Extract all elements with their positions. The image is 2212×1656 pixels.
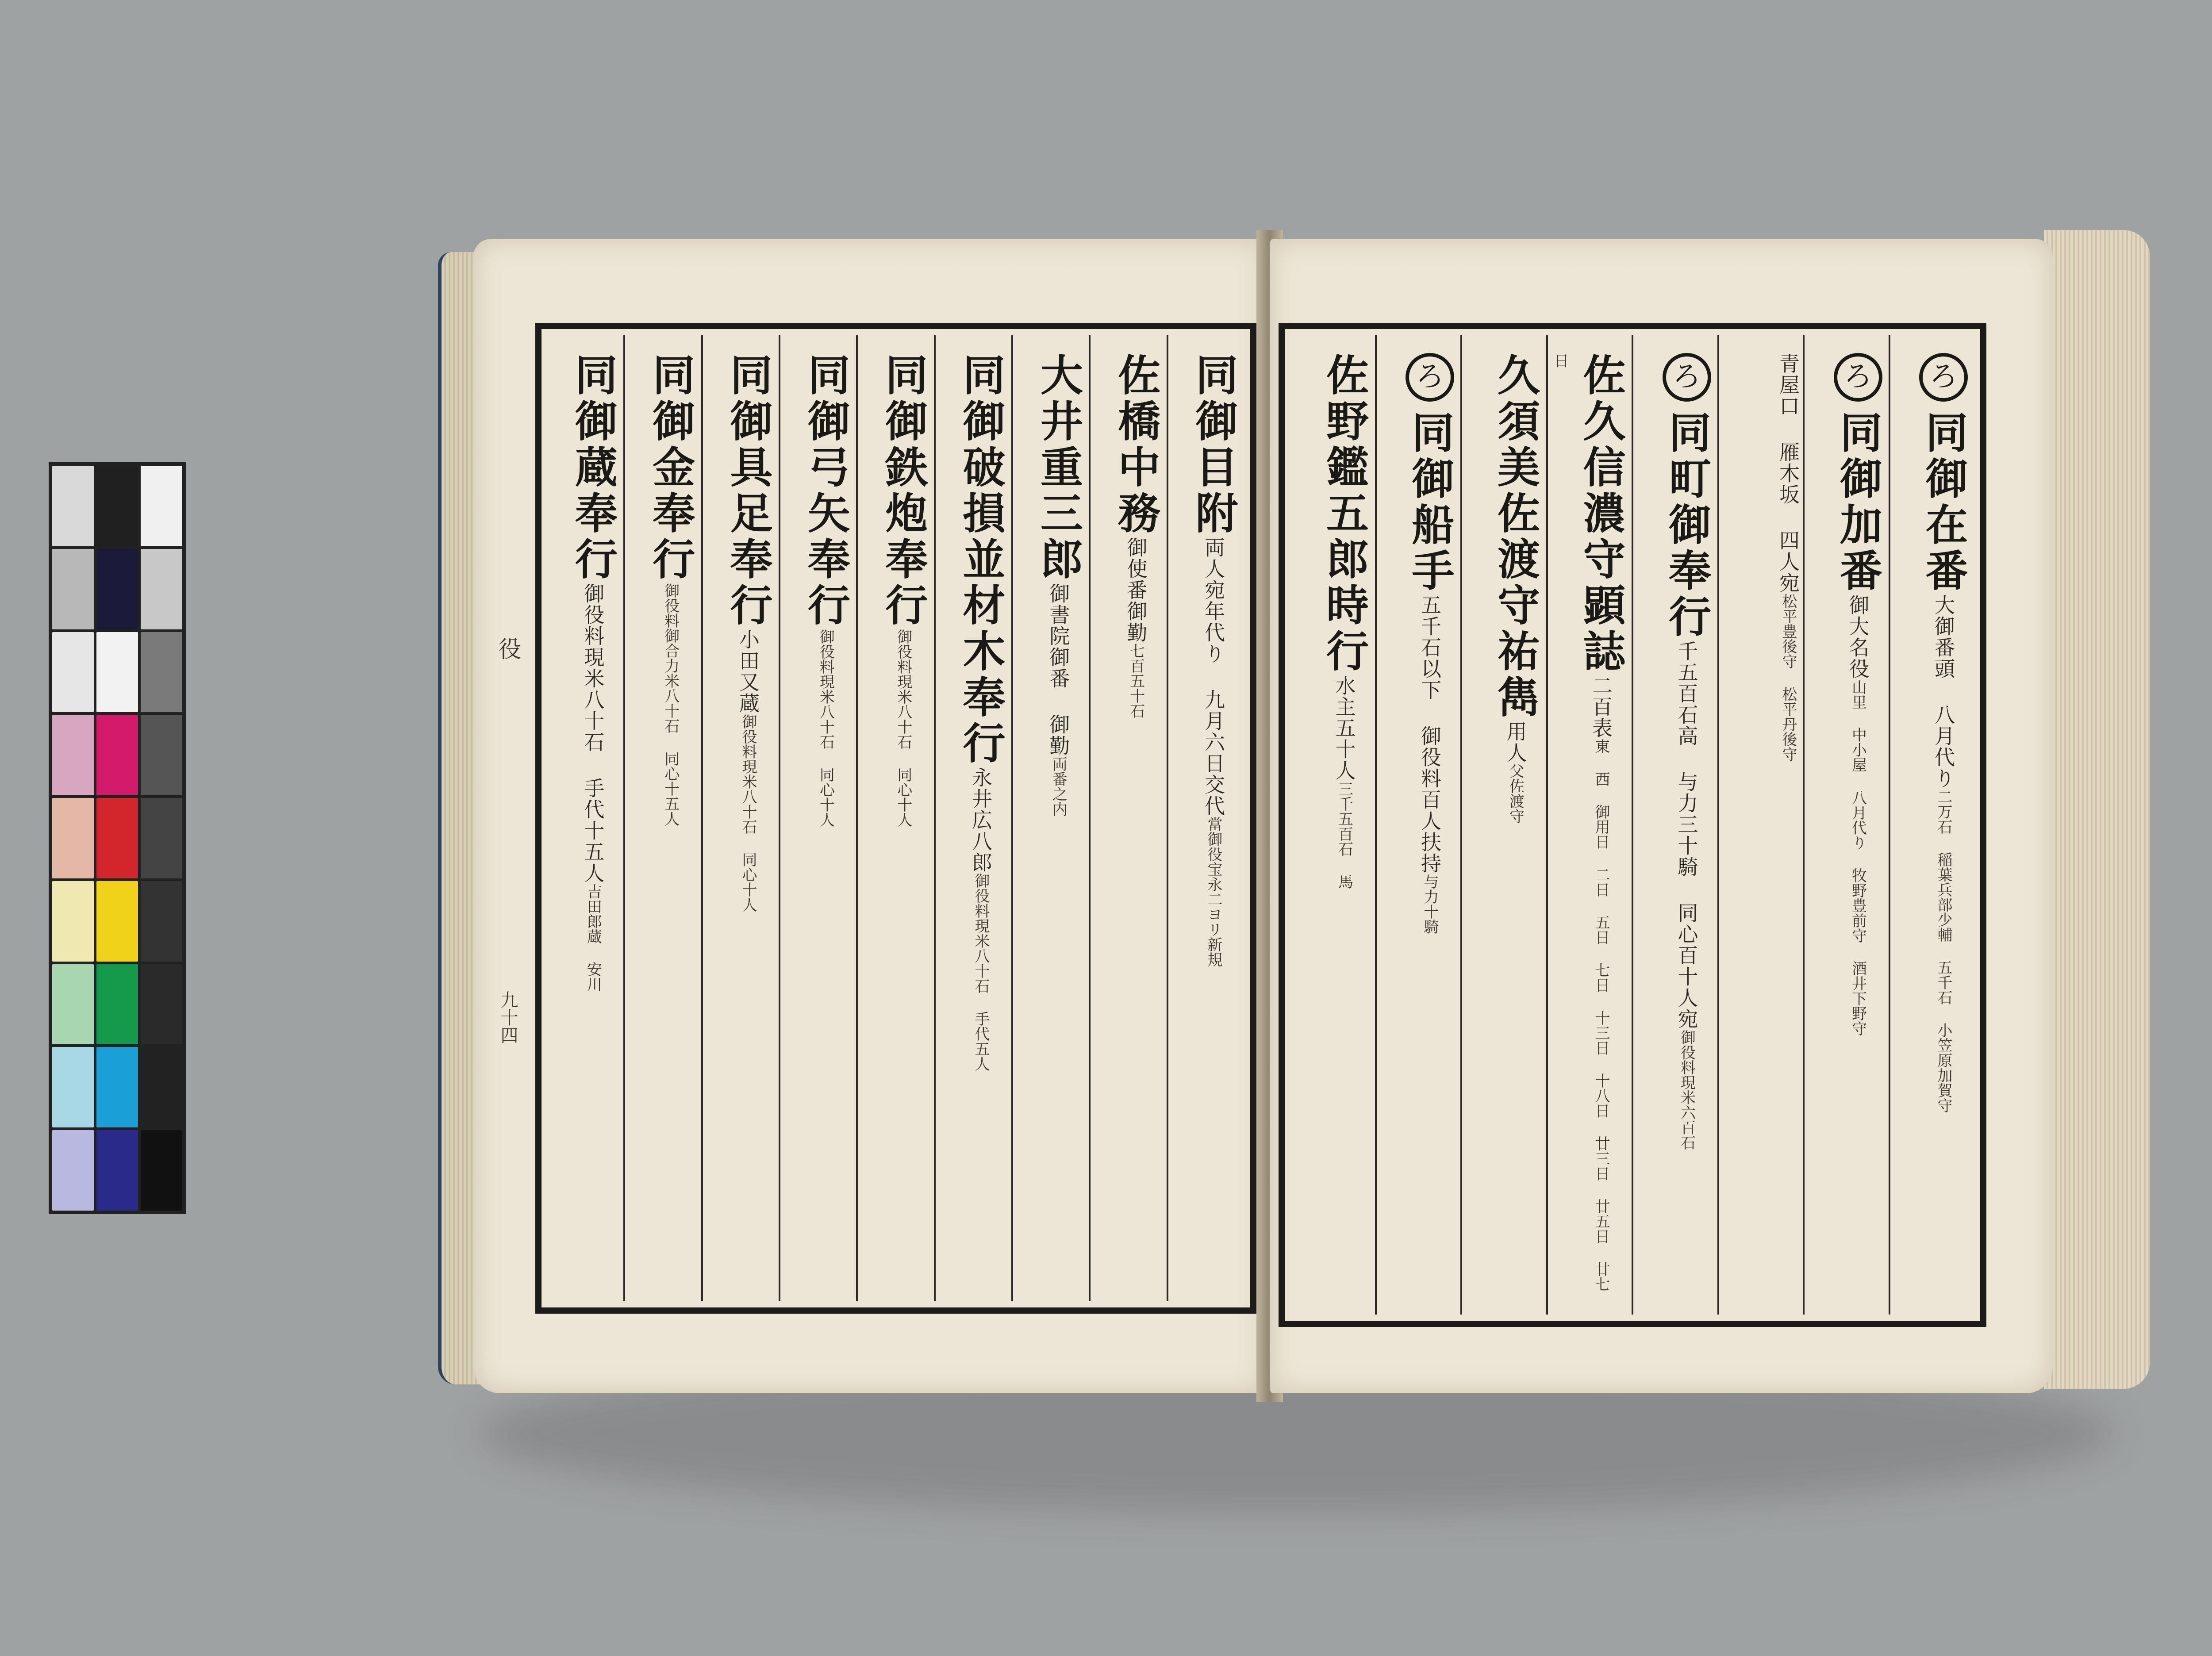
column-heading: 佐久信濃守顕誌 — [1576, 353, 1626, 675]
column-subtext: 永井広八郎 — [969, 767, 993, 873]
column-note: 二万石 稲葉兵部少輔 五千石 小笠原加賀守 — [1935, 789, 1952, 1113]
checker-swatch — [96, 964, 138, 1045]
right-column — [1460, 335, 1546, 1315]
column-note: 御役料現米六百石 — [1678, 1030, 1696, 1150]
column-subtext: 大御番頭 八月代り — [1932, 594, 1955, 789]
checker-swatch — [52, 1130, 94, 1211]
column-subtext: 青屋口 雁木坂 四人宛 — [1776, 353, 1800, 594]
left-column — [779, 335, 856, 1301]
right-column — [1889, 335, 1974, 1315]
checker-swatch — [96, 798, 138, 878]
column-subtext: 御使番御勤 — [1124, 537, 1148, 643]
right-column — [1375, 335, 1461, 1315]
left-column — [701, 335, 779, 1301]
column-note: 両番之内 — [1049, 756, 1068, 816]
column-note: 御役料現米八十石 同心十人 — [739, 714, 757, 912]
column-heading: 佐橋中務 — [1111, 353, 1161, 537]
checker-swatch — [141, 549, 182, 629]
right-column — [1803, 335, 1889, 1315]
left-page-frame — [535, 323, 1256, 1314]
column-subtext: 小田又蔵 — [736, 629, 760, 714]
checker-swatch — [52, 1047, 94, 1127]
column-heading: 佐野鑑五郎時行 — [1319, 353, 1370, 675]
checker-swatch — [52, 881, 94, 962]
column-note: 吉田郎蔵 安川 — [584, 884, 602, 992]
checker-swatch — [141, 1130, 182, 1211]
column-note: 山里 中小屋 八月代り 牧野豊前守 酒井下野守 — [1849, 679, 1867, 1036]
checker-swatch — [52, 549, 94, 629]
checker-swatch — [96, 1130, 138, 1211]
checker-swatch — [52, 964, 94, 1045]
checker-swatch — [141, 964, 182, 1045]
column-heading: 同御目附 — [1189, 353, 1239, 537]
open-book — [438, 212, 2150, 1433]
column-note: 東 西 御用日 二日 五日 七日 十三日 十八日 廿三日 廿五日 廿七日 — [1551, 353, 1610, 1292]
column-subtext: 二百表 — [1589, 675, 1613, 739]
left-page — [473, 239, 1265, 1393]
checker-swatch — [141, 632, 182, 713]
column-mark: ろ — [1406, 353, 1454, 402]
column-heading: 同御加番 — [1833, 410, 1883, 594]
checker-swatch — [96, 632, 138, 713]
left-columns — [548, 335, 1244, 1301]
left-margin-label: 役 — [494, 637, 521, 660]
right-column — [1717, 335, 1803, 1315]
column-mark: ろ — [1834, 353, 1882, 402]
column-note: 七百五十石 — [1127, 643, 1145, 718]
left-page-number: 九十四 — [498, 991, 518, 1044]
column-heading: 同御鉄炮奉行 — [878, 353, 929, 629]
column-note: 父佐渡守 — [1506, 763, 1525, 824]
column-subtext: 五千石以下 御役料百人扶持 — [1418, 594, 1442, 874]
column-subtext: 千五百石高 与力三十騎 同心百十人宛 — [1674, 640, 1699, 1030]
right-page — [1270, 239, 2053, 1393]
column-subtext: 御書院御番 御勤 — [1046, 583, 1071, 756]
checker-swatch — [141, 466, 182, 546]
column-heading: 久須美佐渡守祐雋 — [1490, 353, 1541, 721]
column-heading: 大井重三郎 — [1033, 353, 1084, 583]
column-note: 三千五百石 馬 — [1335, 781, 1353, 889]
checker-swatch — [96, 881, 138, 962]
column-heading: 同御破損並材木奉行 — [956, 353, 1006, 767]
column-subtext: 水主五十人 — [1332, 675, 1356, 781]
column-heading: 同御弓矢奉行 — [801, 353, 851, 629]
column-mark: ろ — [1919, 353, 1968, 402]
column-note: 御役料御合力米八十石 同心十五人 — [661, 583, 680, 826]
left-column — [1089, 335, 1166, 1301]
checker-swatch — [96, 466, 138, 546]
right-columns — [1291, 335, 1974, 1315]
column-note: 与力十騎 — [1421, 874, 1439, 934]
column-subtext: 御大名役 — [1846, 594, 1870, 679]
checker-swatch — [141, 798, 182, 878]
column-note: 當御役宝永二ヨリ新規 — [1205, 816, 1222, 967]
left-column — [856, 335, 933, 1301]
left-column — [1167, 335, 1244, 1301]
column-note: 御役料現米八十石 手代五人 — [972, 873, 990, 1071]
column-subtext: 両人宛年代り 九月六日交代 — [1202, 537, 1225, 816]
book-edge-right — [2044, 230, 2150, 1389]
column-note: 御役料現米八十石 同心十人 — [894, 629, 912, 827]
right-column — [1546, 335, 1632, 1315]
column-subtext: 御役料現米八十石 手代十五人 — [581, 583, 605, 884]
column-subtext: 用人 — [1503, 721, 1528, 763]
checker-swatch — [52, 466, 94, 546]
column-note: 御役料現米八十石 同心十人 — [817, 629, 835, 827]
checker-swatch — [96, 715, 138, 795]
left-column — [1011, 335, 1089, 1301]
column-heading: 同町御奉行 — [1662, 410, 1712, 640]
right-page-frame — [1279, 323, 1986, 1327]
column-heading: 同御具足奉行 — [723, 353, 774, 629]
checker-swatch — [96, 1047, 138, 1127]
column-note: 松平豊後守 松平丹後守 — [1779, 594, 1797, 762]
column-mark: ろ — [1663, 353, 1711, 402]
right-column — [1291, 335, 1375, 1315]
column-heading: 同御船手 — [1405, 410, 1455, 594]
column-heading: 同御金奉行 — [645, 353, 696, 583]
checker-swatch — [141, 1047, 182, 1127]
column-heading: 同御蔵奉行 — [568, 353, 618, 583]
column-heading: 同御在番 — [1919, 410, 1969, 594]
right-column — [1632, 335, 1717, 1315]
checker-swatch — [96, 549, 138, 629]
checker-swatch — [52, 715, 94, 795]
left-column — [934, 335, 1011, 1301]
checker-swatch — [141, 881, 182, 962]
color-checker — [49, 462, 186, 1214]
checker-swatch — [52, 632, 94, 713]
left-column — [548, 335, 623, 1301]
checker-swatch — [52, 798, 94, 878]
checker-swatch — [141, 715, 182, 795]
left-column — [623, 335, 701, 1301]
